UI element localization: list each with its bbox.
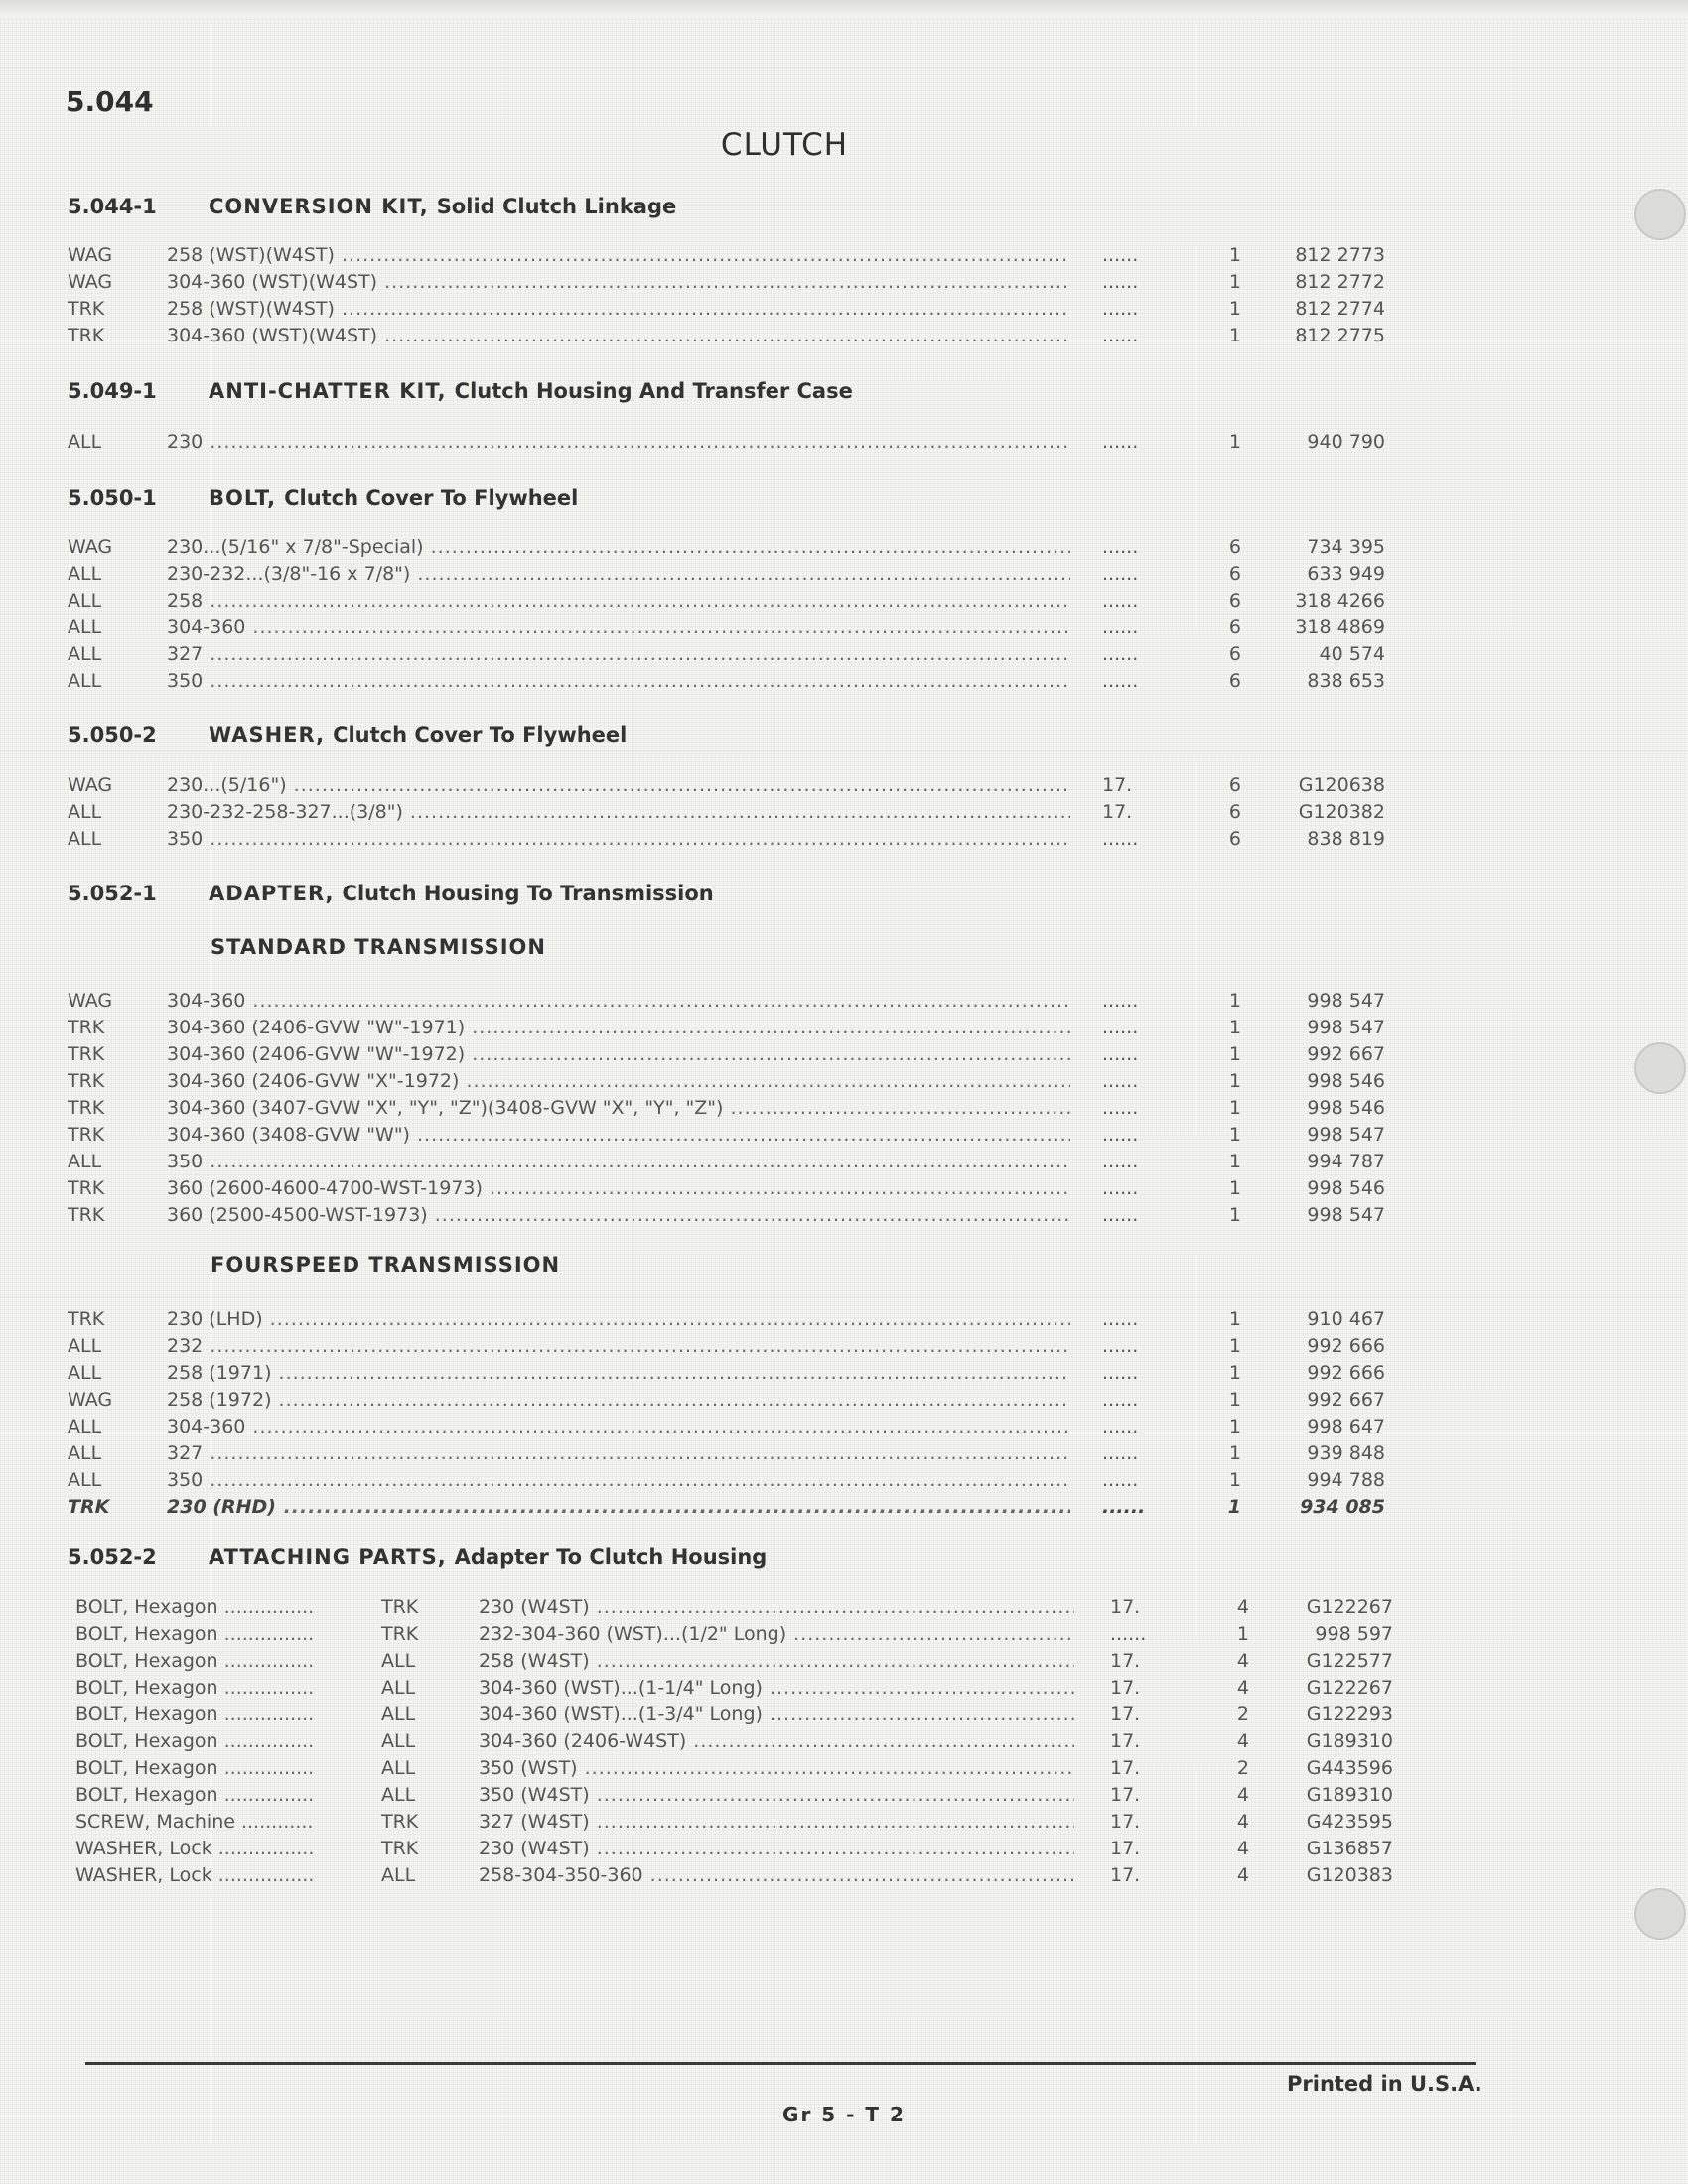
quantity: 4: [1236, 1811, 1249, 1833]
group-ref: ......: [1102, 828, 1139, 850]
description: 304-360 (WST)...(1-1/4" Long) .....: [479, 1677, 1074, 1699]
group-ref: 17.: [1110, 1757, 1141, 1779]
section-subtitle: Adapter To Clutch Housing: [454, 1545, 768, 1569]
application-code: ALL: [68, 1442, 102, 1464]
section-heading: [68, 1545, 767, 1569]
quantity: 1: [1228, 1335, 1241, 1357]
part-number: G189310: [1306, 1784, 1393, 1806]
quantity: 6: [1228, 590, 1241, 612]
section-name: ADAPTER,: [209, 882, 335, 905]
description: 230 (RHD) .....: [167, 1496, 1070, 1518]
group-ref: ......: [1102, 643, 1139, 665]
application-code: TRK: [381, 1596, 419, 1618]
part-number: 994 788: [1307, 1469, 1385, 1491]
application-code: WAG: [68, 1389, 113, 1411]
application-code: ALL: [68, 643, 102, 665]
application-code: ALL: [381, 1704, 416, 1725]
part-name: BOLT, Hexagon .....: [75, 1757, 314, 1779]
part-number: G136857: [1306, 1838, 1393, 1859]
application-code: TRK: [68, 1097, 105, 1119]
quantity: 2: [1236, 1704, 1249, 1725]
group-ref: 17.: [1102, 774, 1133, 796]
subsection-heading: STANDARD TRANSMISSION: [211, 935, 546, 959]
application-code: ALL: [381, 1864, 416, 1886]
part-number: 940 790: [1307, 431, 1385, 453]
description: 230 (W4ST) .....: [479, 1596, 1074, 1618]
application-code: TRK: [381, 1838, 419, 1859]
application-code: ALL: [381, 1650, 416, 1672]
section-name: WASHER,: [209, 723, 326, 747]
group-ref: ......: [1102, 1308, 1139, 1330]
application-code: WAG: [68, 536, 113, 558]
quantity: 6: [1228, 670, 1241, 692]
description: 350 (WST) .....: [479, 1757, 1074, 1779]
printed-in-label: Printed in U.S.A.: [1287, 2072, 1482, 2096]
part-number: 934 085: [1300, 1496, 1385, 1518]
group-ref: ......: [1102, 325, 1139, 346]
quantity: 6: [1228, 774, 1241, 796]
group-ref: 17.: [1110, 1811, 1141, 1833]
group-reference: Gr 5 - T 2: [782, 2103, 906, 2126]
quantity: 6: [1228, 616, 1241, 638]
application-code: TRK: [68, 1043, 105, 1065]
application-code: ALL: [68, 1469, 102, 1491]
application-code: TRK: [68, 325, 105, 346]
part-number: 318 4266: [1295, 590, 1385, 612]
part-number: 910 467: [1307, 1308, 1385, 1330]
part-number: 994 787: [1307, 1151, 1385, 1172]
part-number: 998 547: [1307, 1017, 1385, 1038]
group-ref: 17.: [1110, 1730, 1141, 1752]
description: 304-360 .....: [167, 616, 1070, 638]
description: 360 (2500-4500-WST-1973) .....: [167, 1204, 1070, 1226]
quantity: 1: [1228, 1469, 1241, 1491]
part-number: G122267: [1306, 1677, 1393, 1699]
application-code: TRK: [68, 1124, 105, 1146]
group-ref: ......: [1102, 1204, 1139, 1226]
part-name: BOLT, Hexagon .....: [75, 1704, 314, 1725]
quantity: 1: [1228, 298, 1241, 320]
part-number: 992 666: [1307, 1362, 1385, 1384]
part-number: 812 2772: [1295, 271, 1385, 293]
application-code: ALL: [381, 1730, 416, 1752]
group-ref: ......: [1102, 1151, 1139, 1172]
quantity: 1: [1228, 1017, 1241, 1038]
description: 304-360 .....: [167, 1416, 1070, 1437]
application-code: ALL: [68, 801, 102, 823]
group-ref: 17.: [1110, 1677, 1141, 1699]
part-number: 992 666: [1307, 1335, 1385, 1357]
description: 232 .....: [167, 1335, 1070, 1357]
part-number: 734 395: [1307, 536, 1385, 558]
description: 258 (1972) .....: [167, 1389, 1070, 1411]
description: 304-360 .....: [167, 990, 1070, 1012]
group-ref: ......: [1102, 244, 1139, 266]
section-number: 5.052-2: [68, 1545, 157, 1569]
part-number: 998 546: [1307, 1070, 1385, 1092]
part-number: G443596: [1306, 1757, 1393, 1779]
binder-hole-top: [1634, 189, 1686, 240]
section-heading: [68, 723, 627, 747]
part-number: 992 667: [1307, 1389, 1385, 1411]
description: 304-360 (3407-GVW "X", "Y", "Z")(3408-GVW "X", "Y", "Z") .....: [167, 1097, 1070, 1119]
section-number: 5.050-1: [68, 486, 157, 510]
description: 230 .....: [167, 431, 1070, 453]
part-number: 633 949: [1307, 563, 1385, 585]
quantity: 1: [1228, 271, 1241, 293]
quantity: 6: [1228, 801, 1241, 823]
group-ref: ......: [1102, 1496, 1146, 1518]
application-code: TRK: [68, 1308, 105, 1330]
quantity: 2: [1236, 1757, 1249, 1779]
part-number: 998 647: [1307, 1416, 1385, 1437]
page-number: 5.044: [66, 85, 154, 118]
part-number: G122293: [1306, 1704, 1393, 1725]
group-ref: ......: [1110, 1623, 1147, 1645]
group-ref: ......: [1102, 1070, 1139, 1092]
quantity: 4: [1236, 1730, 1249, 1752]
quantity: 1: [1228, 1362, 1241, 1384]
description: 304-360 (2406-GVW "W"-1972) .....: [167, 1043, 1070, 1065]
section-number: 5.050-2: [68, 723, 157, 747]
group-ref: 17.: [1110, 1784, 1141, 1806]
section-name: ATTACHING PARTS,: [209, 1545, 447, 1569]
application-code: WAG: [68, 774, 113, 796]
description: 304-360 (3408-GVW "W") .....: [167, 1124, 1070, 1146]
application-code: ALL: [68, 1335, 102, 1357]
quantity: 1: [1227, 1496, 1241, 1518]
part-number: 939 848: [1307, 1442, 1385, 1464]
binder-hole-bottom: [1634, 1888, 1686, 1940]
part-number: 998 547: [1307, 1124, 1385, 1146]
group-ref: ......: [1102, 1043, 1139, 1065]
group-ref: 17.: [1110, 1864, 1141, 1886]
description: 350 (W4ST) .....: [479, 1784, 1074, 1806]
application-code: ALL: [68, 670, 102, 692]
part-number: G120382: [1298, 801, 1385, 823]
description: 258 (1971) .....: [167, 1362, 1070, 1384]
quantity: 1: [1228, 1416, 1241, 1437]
section-name: BOLT,: [209, 486, 277, 510]
part-number: G122267: [1306, 1596, 1393, 1618]
group-ref: ......: [1102, 1469, 1139, 1491]
part-name: WASHER, Lock .....: [75, 1838, 314, 1859]
part-number: 838 653: [1307, 670, 1385, 692]
description: 304-360 (WST)...(1-3/4" Long) .....: [479, 1704, 1074, 1725]
group-ref: ......: [1102, 1416, 1139, 1437]
group-ref: ......: [1102, 616, 1139, 638]
quantity: 1: [1228, 1389, 1241, 1411]
description: 258 .....: [167, 590, 1070, 612]
description: 360 (2600-4600-4700-WST-1973) .....: [167, 1177, 1070, 1199]
description: 304-360 (WST)(W4ST) .....: [167, 325, 1070, 346]
part-number: 992 667: [1307, 1043, 1385, 1065]
application-code: ALL: [68, 828, 102, 850]
application-code: ALL: [68, 590, 102, 612]
description: 230 (LHD) .....: [167, 1308, 1070, 1330]
quantity: 4: [1236, 1784, 1249, 1806]
section-subtitle: Clutch Cover To Flywheel: [284, 486, 579, 510]
section-heading: [68, 379, 853, 403]
quantity: 1: [1228, 1151, 1241, 1172]
application-code: ALL: [68, 563, 102, 585]
part-number: G122577: [1306, 1650, 1393, 1672]
quantity: 6: [1228, 643, 1241, 665]
application-code: ALL: [68, 1151, 102, 1172]
description: 232-304-360 (WST)...(1/2" Long) .....: [479, 1623, 1074, 1645]
group-ref: 17.: [1110, 1838, 1141, 1859]
application-code: TRK: [68, 1177, 105, 1199]
section-subtitle: Clutch Cover To Flywheel: [333, 723, 628, 747]
group-ref: ......: [1102, 990, 1139, 1012]
quantity: 1: [1228, 1204, 1241, 1226]
description: 304-360 (WST)(W4ST) .....: [167, 271, 1070, 293]
group-ref: 17.: [1110, 1596, 1141, 1618]
part-name: BOLT, Hexagon .....: [75, 1596, 314, 1618]
part-number: 812 2775: [1295, 325, 1385, 346]
application-code: TRK: [68, 298, 105, 320]
description: 350 .....: [167, 1469, 1070, 1491]
group-ref: 17.: [1110, 1650, 1141, 1672]
description: 350 .....: [167, 670, 1070, 692]
part-name: BOLT, Hexagon .....: [75, 1650, 314, 1672]
description: 230-232...(3/8"-16 x 7/8") .....: [167, 563, 1070, 585]
application-code: TRK: [381, 1811, 419, 1833]
application-code: TRK: [68, 1070, 105, 1092]
part-number: 998 547: [1307, 1204, 1385, 1226]
part-number: 998 547: [1307, 990, 1385, 1012]
application-code: ALL: [381, 1757, 416, 1779]
section-name: ANTI-CHATTER KIT,: [209, 379, 447, 403]
group-ref: ......: [1102, 271, 1139, 293]
section-number: 5.049-1: [68, 379, 157, 403]
description: 258-304-350-360 .....: [479, 1864, 1074, 1886]
quantity: 1: [1228, 431, 1241, 453]
description: 327 (W4ST) .....: [479, 1811, 1074, 1833]
quantity: 6: [1228, 563, 1241, 585]
group-ref: ......: [1102, 1097, 1139, 1119]
binder-hole-middle: [1634, 1042, 1686, 1094]
quantity: 4: [1236, 1650, 1249, 1672]
quantity: 4: [1236, 1677, 1249, 1699]
quantity: 1: [1228, 1124, 1241, 1146]
description: 327 .....: [167, 1442, 1070, 1464]
part-number: 812 2773: [1295, 244, 1385, 266]
quantity: 6: [1228, 536, 1241, 558]
application-code: TRK: [68, 1204, 105, 1226]
group-ref: ......: [1102, 1442, 1139, 1464]
group-ref: ......: [1102, 1124, 1139, 1146]
description: 230...(5/16") .....: [167, 774, 1070, 796]
group-ref: ......: [1102, 1177, 1139, 1199]
part-name: WASHER, Lock .....: [75, 1864, 314, 1886]
section-name: CONVERSION KIT,: [209, 195, 429, 218]
part-number: 318 4869: [1295, 616, 1385, 638]
quantity: 1: [1228, 990, 1241, 1012]
description: 304-360 (2406-W4ST) .....: [479, 1730, 1074, 1752]
description: 304-360 (2406-GVW "W"-1971) .....: [167, 1017, 1070, 1038]
part-number: 998 546: [1307, 1097, 1385, 1119]
application-code: ALL: [381, 1677, 416, 1699]
group-ref: ......: [1102, 431, 1139, 453]
application-code: WAG: [68, 271, 113, 293]
section-number: 5.052-1: [68, 882, 157, 905]
part-name: BOLT, Hexagon .....: [75, 1677, 314, 1699]
part-name: BOLT, Hexagon .....: [75, 1730, 314, 1752]
quantity: 1: [1228, 325, 1241, 346]
description: 350 .....: [167, 1151, 1070, 1172]
description: 230...(5/16" x 7/8"-Special) .....: [167, 536, 1070, 558]
part-number: 812 2774: [1295, 298, 1385, 320]
description: 304-360 (2406-GVW "X"-1972) .....: [167, 1070, 1070, 1092]
application-code: ALL: [68, 616, 102, 638]
application-code: TRK: [68, 1017, 105, 1038]
section-heading: [68, 882, 714, 905]
quantity: 4: [1236, 1864, 1249, 1886]
part-number: 40 574: [1319, 643, 1385, 665]
quantity: 1: [1228, 1070, 1241, 1092]
quantity: 1: [1228, 1177, 1241, 1199]
section-number: 5.044-1: [68, 195, 157, 218]
section-heading: [68, 486, 578, 510]
part-name: BOLT, Hexagon .....: [75, 1784, 314, 1806]
description: 258 (WST)(W4ST) .....: [167, 244, 1070, 266]
part-name: BOLT, Hexagon .....: [75, 1623, 314, 1645]
part-name: SCREW, Machine .....: [75, 1811, 314, 1833]
footer-rule: [85, 2062, 1476, 2065]
section-subtitle: Clutch Housing And Transfer Case: [454, 379, 853, 403]
group-ref: ......: [1102, 1335, 1139, 1357]
application-code: ALL: [68, 1416, 102, 1437]
quantity: 4: [1236, 1596, 1249, 1618]
page-title: CLUTCH: [720, 127, 849, 163]
group-ref: ......: [1102, 1362, 1139, 1384]
quantity: 4: [1236, 1838, 1249, 1859]
description: 258 (W4ST) .....: [479, 1650, 1074, 1672]
quantity: 1: [1228, 1442, 1241, 1464]
section-subtitle: Clutch Housing To Transmission: [342, 882, 714, 905]
page-edge: [0, 0, 1688, 18]
part-number: 998 597: [1315, 1623, 1393, 1645]
description: 350 .....: [167, 828, 1070, 850]
application-code: TRK: [68, 1496, 110, 1518]
description: 230-232-258-327...(3/8") .....: [167, 801, 1070, 823]
application-code: WAG: [68, 990, 113, 1012]
part-number: G120638: [1298, 774, 1385, 796]
quantity: 1: [1228, 1308, 1241, 1330]
group-ref: ......: [1102, 1389, 1139, 1411]
group-ref: ......: [1102, 563, 1139, 585]
part-number: 998 546: [1307, 1177, 1385, 1199]
quantity: 1: [1228, 244, 1241, 266]
application-code: ALL: [381, 1784, 416, 1806]
application-code: ALL: [68, 1362, 102, 1384]
part-number: G120383: [1306, 1864, 1393, 1886]
subsection-heading: FOURSPEED TRANSMISSION: [211, 1253, 561, 1277]
application-code: WAG: [68, 244, 113, 266]
description: 230 (W4ST) .....: [479, 1838, 1074, 1859]
quantity: 1: [1228, 1043, 1241, 1065]
group-ref: ......: [1102, 590, 1139, 612]
group-ref: 17.: [1102, 801, 1133, 823]
description: 327 .....: [167, 643, 1070, 665]
group-ref: ......: [1102, 298, 1139, 320]
application-code: ALL: [68, 431, 102, 453]
group-ref: ......: [1102, 536, 1139, 558]
section-subtitle: Solid Clutch Linkage: [436, 195, 677, 218]
group-ref: ......: [1102, 670, 1139, 692]
application-code: TRK: [381, 1623, 419, 1645]
part-number: G189310: [1306, 1730, 1393, 1752]
section-heading: [68, 195, 676, 218]
part-number: G423595: [1306, 1811, 1393, 1833]
quantity: 1: [1236, 1623, 1249, 1645]
quantity: 6: [1228, 828, 1241, 850]
description: 258 (WST)(W4ST) .....: [167, 298, 1070, 320]
quantity: 1: [1228, 1097, 1241, 1119]
group-ref: 17.: [1110, 1704, 1141, 1725]
part-number: 838 819: [1307, 828, 1385, 850]
group-ref: ......: [1102, 1017, 1139, 1038]
